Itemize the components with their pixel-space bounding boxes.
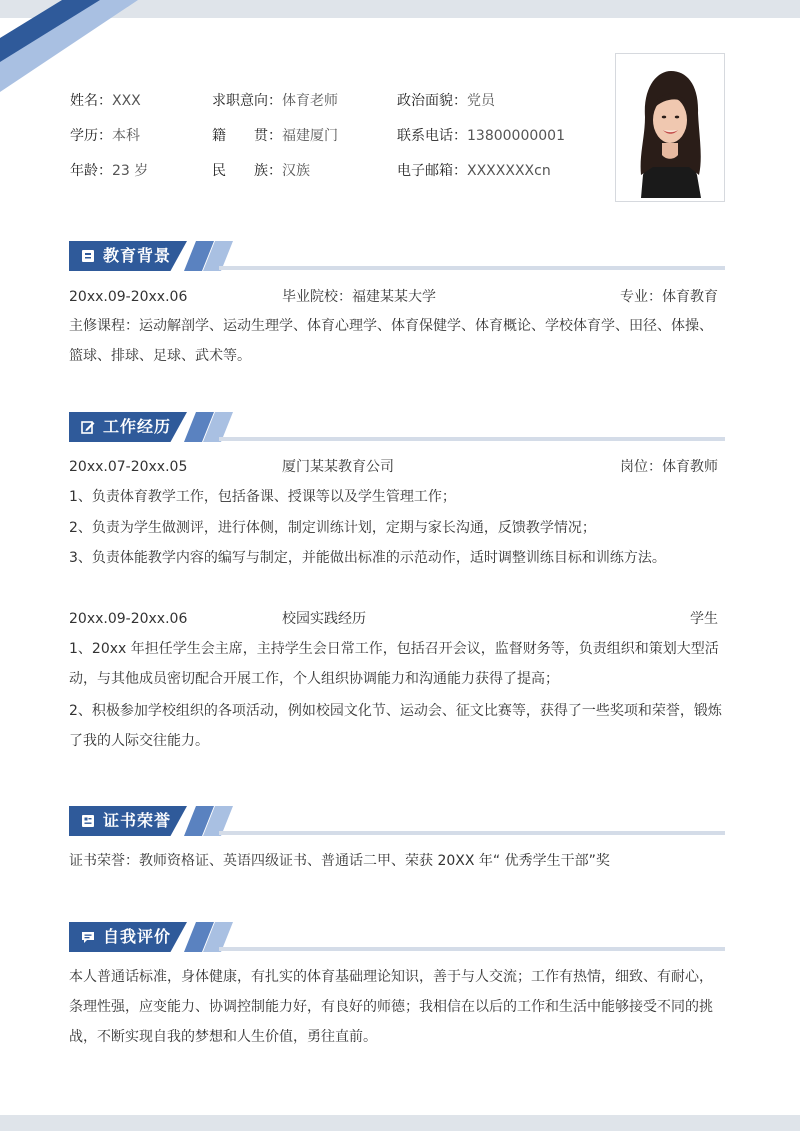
education-row bbox=[69, 282, 725, 312]
list-item: 2、积极参加学校组织的各项活动，例如校园文化节、运动会、征文比赛等，获得了一些奖项和荣誉，锻炼了我的人际交往能力。 bbox=[69, 703, 722, 749]
intent-value: 体育老师 bbox=[282, 93, 338, 109]
self-evaluation-text: 本人普通话标准，身体健康，有扎实的体育基础理论知识，善于与人交流；工作有热情，细致、有耐心，条理性强，应变能力、协调控制能力好，有良好的师德；我相信在以后的工作和生活中能够接受不同的挑战，不断实现自我的梦想和人生价值，勇往直前。 bbox=[69, 969, 713, 1045]
list-item: 3、负责体能教学内容的编写与制定，并能做出标准的示范动作，适时调整训练目标和训练方法。 bbox=[69, 550, 666, 566]
email-value: XXXXXXXcn bbox=[467, 163, 551, 179]
list-item: 1、20xx 年担任学生会主席，主持学生会日常工作，包括召开会议，监督财务等，负责组织和策划大型活动，与其他成员密切配合开展工作，个人组织协调能力和沟通能力获得了提高； bbox=[69, 641, 719, 687]
ethnic-value: 汉族 bbox=[282, 163, 310, 179]
political-row: 政治面貌：党员 bbox=[397, 93, 495, 109]
job1-row bbox=[69, 452, 725, 482]
job2-org: 校园实践经历 bbox=[282, 611, 366, 627]
intent-row: 求职意向：体育老师 bbox=[212, 93, 338, 109]
section-education-header bbox=[69, 241, 725, 271]
job1-org: 厦门某某教育公司 bbox=[282, 459, 394, 475]
list-item: 2、负责为学生做测评，进行体侧，制定训练计划，定期与家长沟通，反馈教学情况； bbox=[69, 520, 596, 536]
education-period: 20xx.09-20xx.06 bbox=[69, 289, 188, 305]
education-school: 毕业院校：福建某某大学 bbox=[282, 289, 436, 305]
portrait-image bbox=[619, 57, 721, 198]
certificates-text: 证书荣誉：教师资格证、英语四级证书、普通话二甲、荣获 20XX 年“ 优秀学生干部”奖 bbox=[69, 853, 610, 869]
comment-icon bbox=[81, 930, 95, 944]
education-courses: 主修课程：运动解剖学、运动生理学、体育心理学、体育保健学、体育概论、学校体育学、田径、体操、篮球、排球、足球、武术等。 bbox=[69, 318, 713, 364]
phone-row: 联系电话：13800000001 bbox=[397, 128, 565, 144]
education-row: 学历：本科 bbox=[70, 128, 140, 144]
edit-icon bbox=[81, 420, 95, 434]
profile-photo bbox=[615, 53, 725, 202]
ethnic-row: 民 族：汉族 bbox=[212, 163, 310, 179]
origin-row: 籍 贯：福建厦门 bbox=[212, 128, 338, 144]
job1-position: 岗位：体育教师 bbox=[620, 459, 718, 475]
age-value: 23 岁 bbox=[112, 163, 149, 179]
list-item: 1、负责体育教学工作，包括备课、授课等以及学生管理工作； bbox=[69, 489, 456, 505]
book-icon bbox=[81, 249, 95, 263]
origin-value: 福建厦门 bbox=[282, 128, 338, 144]
certificate-icon bbox=[81, 814, 95, 828]
section-certificates-header bbox=[69, 806, 725, 836]
education-major: 专业：体育教育 bbox=[620, 289, 718, 305]
name-value: XXX bbox=[112, 93, 141, 109]
email-row: 电子邮箱：XXXXXXXcn bbox=[397, 163, 551, 179]
age-row: 年龄：23 岁 bbox=[70, 163, 149, 179]
political-value: 党员 bbox=[467, 93, 495, 109]
job2-row bbox=[69, 604, 725, 634]
corner-decoration bbox=[0, 0, 150, 100]
section-title: 证书荣誉 bbox=[103, 811, 172, 830]
education-value: 本科 bbox=[112, 128, 140, 144]
job1-period: 20xx.07-20xx.05 bbox=[69, 459, 188, 475]
job2-position: 学生 bbox=[690, 611, 718, 627]
section-work-header bbox=[69, 412, 725, 442]
phone-value: 13800000001 bbox=[467, 128, 565, 144]
section-title: 工作经历 bbox=[103, 417, 172, 436]
bottom-band bbox=[0, 1115, 800, 1131]
section-self-header bbox=[69, 922, 725, 952]
section-title: 教育背景 bbox=[103, 246, 172, 265]
job2-period: 20xx.09-20xx.06 bbox=[69, 611, 188, 627]
section-title: 自我评价 bbox=[103, 927, 172, 946]
name-row: 姓名：XXX bbox=[70, 93, 141, 109]
